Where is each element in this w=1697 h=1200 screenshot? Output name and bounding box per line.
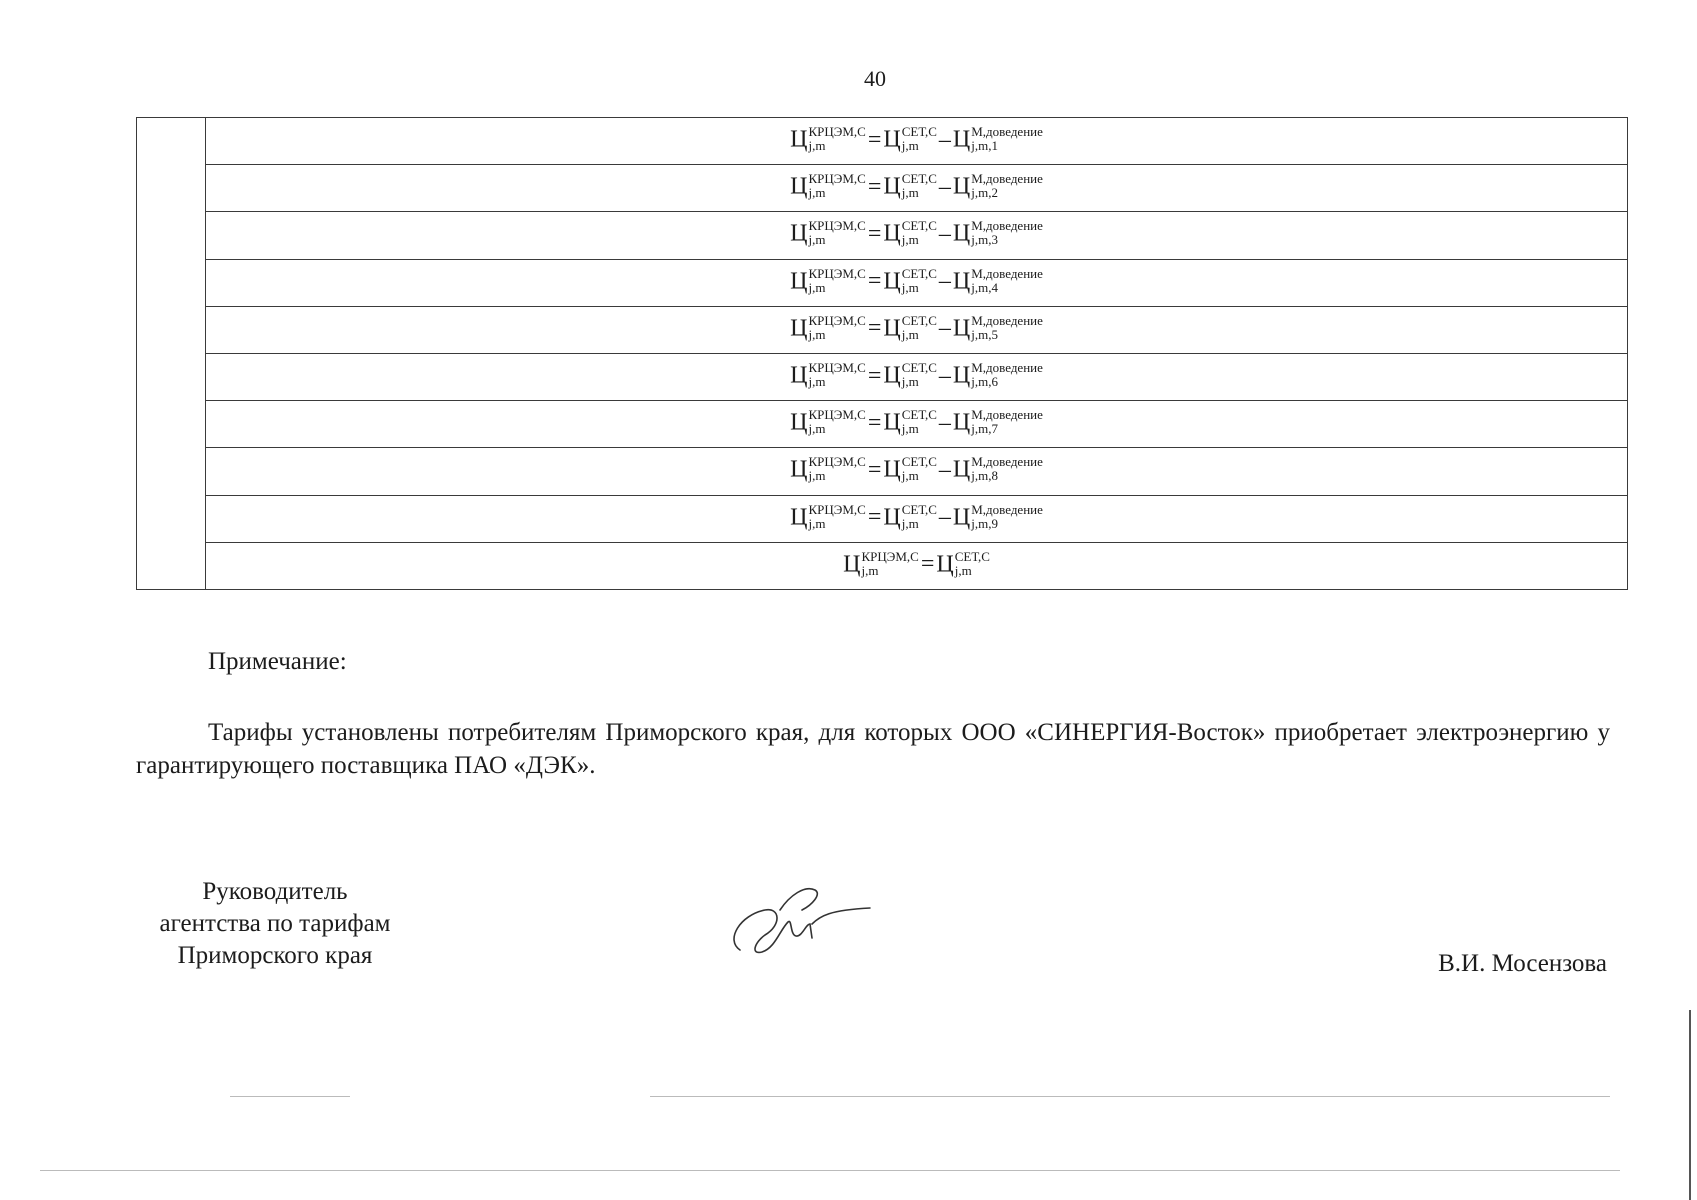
symbol-scripts [902,267,937,295]
price-symbol [790,312,866,344]
superscript: М,доведение [971,407,1043,423]
signer-title [130,876,420,972]
price-symbol [952,171,1043,202]
superscript: СЕТ,С [901,265,937,281]
price-symbol [883,265,937,297]
subscript: j,m,7 [971,421,998,437]
symbol-base: Ц [952,126,971,153]
price-symbol [952,454,1043,485]
subscript: j,m [808,185,826,201]
subscript: j,m,8 [971,468,998,484]
subscript: j,m,4 [971,279,998,295]
symbol-scripts [971,267,1043,295]
page-number: 40 [864,66,886,91]
subscript: j,m,6 [971,374,998,390]
symbol-base: Ц [790,268,808,295]
price-symbol [883,171,937,202]
price-symbol [790,360,866,391]
minus-sign: – [938,362,951,389]
formula-cell [206,448,1628,495]
formula-cell [206,401,1628,448]
superscript: СЕТ,С [901,501,937,517]
subscript: j,m [808,232,826,248]
symbol-base: Ц [883,362,901,389]
formula-row [137,212,1628,259]
formula [790,265,1043,297]
symbol-base: Ц [883,173,901,200]
symbol-scripts [902,219,937,247]
subscript: j,m [954,562,972,578]
price-symbol [952,312,1043,344]
scan-artifact [40,1170,1620,1171]
symbol-scripts [955,550,990,578]
subscript: j,m [808,468,826,484]
minus-sign: – [938,456,951,483]
superscript: М,доведение [971,265,1043,281]
symbol-scripts [902,172,937,200]
superscript: М,доведение [971,218,1043,234]
equals-sign: = [867,173,882,200]
equals-sign: = [867,268,882,295]
symbol-base: Ц [790,220,808,247]
superscript: СЕТ,С [901,312,937,328]
formula-cell [206,259,1628,306]
minus-sign: – [938,220,951,247]
formula [790,454,1043,485]
symbol-scripts [808,408,865,436]
price-symbol [952,124,1043,155]
price-symbol [883,454,937,485]
subscript: j,m [808,421,826,437]
formula-row [137,259,1628,306]
equals-sign: = [867,504,882,531]
symbol-base: Ц [936,551,954,578]
subscript: j,m [901,374,919,390]
formula [790,312,1043,344]
scan-edge [1689,1010,1691,1200]
minus-sign: – [938,409,951,436]
superscript: М,доведение [971,124,1043,140]
price-symbol [952,360,1043,391]
superscript: КРЦЭМ,С [808,265,866,281]
superscript: СЕТ,С [954,548,990,564]
formula-row [137,542,1628,589]
formula-row [137,165,1628,212]
subscript: j,m [808,515,826,531]
equals-sign: = [867,220,882,247]
subscript: j,m [901,515,919,531]
symbol-base: Ц [790,504,808,531]
equals-sign: = [867,126,882,153]
symbol-base: Ц [790,126,808,153]
symbol-scripts [902,125,937,153]
price-symbol [790,454,866,485]
equals-sign: = [867,362,882,389]
formula-cell [206,165,1628,212]
symbol-base: Ц [790,315,808,342]
symbol-scripts [808,455,865,483]
subscript: j,m,3 [971,232,998,248]
superscript: КРЦЭМ,С [808,218,866,234]
formula-cell [206,542,1628,589]
superscript: КРЦЭМ,С [808,454,866,470]
superscript: СЕТ,С [901,360,937,376]
price-symbol [843,548,919,580]
subscript: j,m,9 [971,515,998,531]
price-symbol [883,360,937,391]
symbol-scripts [971,314,1043,342]
signer-title-line: Приморского края [177,942,373,969]
symbol-base: Ц [790,456,808,483]
equals-sign: = [867,409,882,436]
superscript: СЕТ,С [901,218,937,234]
subscript: j,m [808,138,826,154]
superscript: СЕТ,С [901,454,937,470]
symbol-base: Ц [883,409,901,436]
symbol-scripts [971,219,1043,247]
formula [790,171,1043,202]
symbol-base: Ц [790,362,808,389]
price-symbol [790,501,866,533]
signer-name: В.И. Мосензова [1438,950,1607,977]
formula-row [137,401,1628,448]
minus-sign: – [938,173,951,200]
superscript: М,доведение [971,360,1043,376]
symbol-scripts [861,550,918,578]
symbol-base: Ц [843,551,861,578]
price-symbol [952,265,1043,297]
subscript: j,m [808,326,826,342]
formula-cell [206,118,1628,165]
minus-sign: – [938,504,951,531]
subscript: j,m,2 [971,185,998,201]
price-symbol [883,218,937,249]
superscript: КРЦЭМ,С [808,360,866,376]
symbol-scripts [808,314,865,342]
blank-cell [137,118,206,590]
formula-row [137,448,1628,495]
superscript: СЕТ,С [901,124,937,140]
superscript: М,доведение [971,454,1043,470]
price-symbol [952,407,1043,438]
formula-cell [206,353,1628,400]
symbol-scripts [808,267,865,295]
subscript: j,m [861,562,879,578]
note-text: Тарифы установлены потребителям Приморского края, для которых ООО «СИНЕРГИЯ-Восток» приобретает электроэнергию у гарантирующего поставщика ПАО «ДЭК». [136,719,1610,779]
superscript: КРЦЭМ,С [808,501,866,517]
price-symbol [883,312,937,344]
symbol-scripts [808,125,865,153]
symbol-scripts [902,455,937,483]
symbol-base: Ц [790,409,808,436]
symbol-scripts [971,172,1043,200]
price-symbol [790,124,866,155]
price-symbol [952,218,1043,249]
subscript: j,m [901,232,919,248]
minus-sign: – [938,315,951,342]
scan-artifact [650,1096,1610,1097]
price-symbol [883,407,937,438]
symbol-base: Ц [883,268,901,295]
superscript: КРЦЭМ,С [861,548,919,564]
superscript: КРЦЭМ,С [808,312,866,328]
subscript: j,m [808,374,826,390]
symbol-scripts [808,219,865,247]
symbol-scripts [808,503,865,531]
superscript: СЕТ,С [901,407,937,423]
price-symbol [883,501,937,533]
formula [790,501,1043,533]
superscript: М,доведение [971,501,1043,517]
formula-row [137,495,1628,542]
symbol-base: Ц [952,409,971,436]
superscript: М,доведение [971,171,1043,187]
note-title: Примечание: [208,648,347,675]
symbol-base: Ц [952,315,971,342]
symbol-scripts [971,455,1043,483]
minus-sign: – [938,268,951,295]
symbol-scripts [902,503,937,531]
formula [843,548,990,580]
subscript: j,m [901,326,919,342]
symbol-base: Ц [952,268,971,295]
price-symbol [936,548,990,580]
formula [790,218,1043,249]
formula [790,124,1043,155]
subscript: j,m,5 [971,326,998,342]
symbol-scripts [971,125,1043,153]
symbol-scripts [902,314,937,342]
symbol-base: Ц [952,220,971,247]
formula-cell [206,212,1628,259]
handwritten-signature [720,880,920,970]
formula-row [137,306,1628,353]
signer-title-line: агентства по тарифам [159,910,391,937]
equals-sign: = [867,456,882,483]
formula [790,360,1043,391]
subscript: j,m [808,279,826,295]
superscript: КРЦЭМ,С [808,407,866,423]
equals-sign: = [867,315,882,342]
formula-row [137,353,1628,400]
price-symbol [790,171,866,202]
formula-cell [206,306,1628,353]
subscript: j,m [901,279,919,295]
formula-row [137,118,1628,165]
symbol-base: Ц [952,173,971,200]
superscript: КРЦЭМ,С [808,171,866,187]
subscript: j,m [901,421,919,437]
symbol-base: Ц [952,362,971,389]
price-symbol [790,265,866,297]
price-symbol [790,218,866,249]
price-symbol [952,501,1043,533]
superscript: М,доведение [971,312,1043,328]
symbol-base: Ц [883,220,901,247]
price-symbol [790,407,866,438]
signer-title-line: Руководитель [202,878,348,905]
symbol-scripts [971,408,1043,436]
formula-table [136,117,1628,590]
subscript: j,m [901,185,919,201]
formula-cell [206,495,1628,542]
symbol-base: Ц [952,504,971,531]
subscript: j,m [901,468,919,484]
symbol-scripts [971,503,1043,531]
symbol-scripts [971,361,1043,389]
scan-artifact [230,1096,350,1097]
symbol-scripts [808,172,865,200]
minus-sign: – [938,126,951,153]
symbol-base: Ц [883,126,901,153]
subscript: j,m [901,138,919,154]
symbol-scripts [808,361,865,389]
symbol-scripts [902,361,937,389]
subscript: j,m,1 [971,138,998,154]
symbol-scripts [902,408,937,436]
symbol-base: Ц [883,456,901,483]
symbol-base: Ц [883,315,901,342]
symbol-base: Ц [790,173,808,200]
symbol-base: Ц [952,456,971,483]
price-symbol [883,124,937,155]
superscript: КРЦЭМ,С [808,124,866,140]
superscript: СЕТ,С [901,171,937,187]
formula [790,407,1043,438]
symbol-base: Ц [883,504,901,531]
equals-sign: = [920,551,935,578]
